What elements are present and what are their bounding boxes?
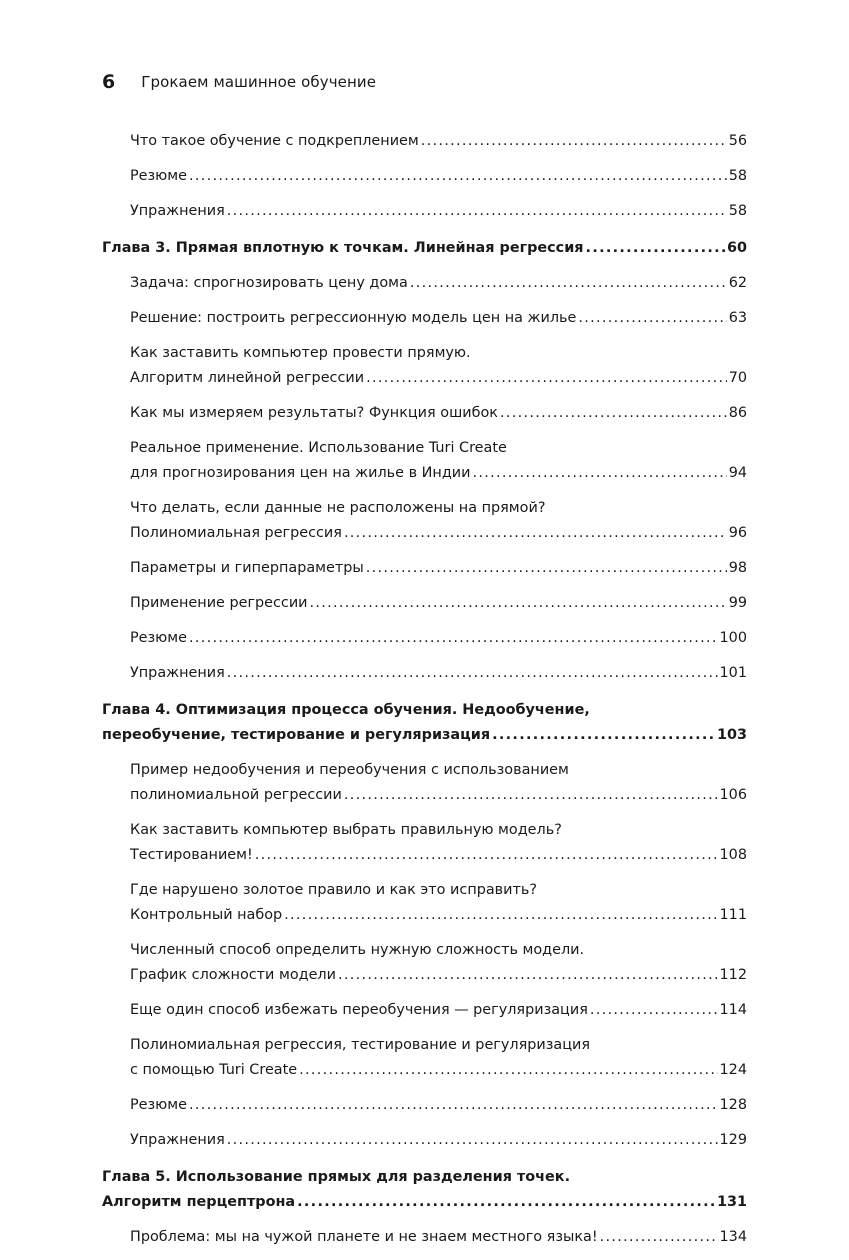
toc-page-number: 131 (716, 1194, 747, 1210)
toc-entry-title-line: Численный способ определить нужную сложность модели. (130, 942, 585, 958)
toc-section-entry[interactable] (130, 938, 747, 988)
toc-entry-title-line: с помощью Turi Create (130, 1062, 298, 1078)
toc-entry-title-line: Контрольный набор (130, 907, 283, 923)
toc-entry-row (130, 1225, 747, 1250)
toc-entry-row (102, 1190, 747, 1215)
toc-entry-row (130, 129, 747, 154)
toc-section-entry[interactable] (130, 1093, 747, 1118)
book-title: Грокаем машинное обучение (141, 73, 377, 91)
toc-entry-title-line: Резюме (130, 1097, 188, 1113)
toc-entry-title-line: Как заставить компьютер провести прямую. (130, 345, 471, 361)
dot-leader (366, 556, 727, 581)
toc-page-number: 56 (728, 133, 747, 149)
toc-entry-row (130, 843, 747, 868)
dot-leader (255, 843, 718, 868)
toc-section-entry[interactable] (130, 401, 747, 426)
dot-leader (227, 661, 718, 686)
toc-entry-row (130, 1093, 747, 1118)
toc-entry-title-line: Еще один способ избежать переобучения — регуляризация (130, 1002, 588, 1018)
toc-section-entry[interactable] (130, 556, 747, 581)
toc-entry-title-line: Полиномиальная регрессия, тестирование и регуляризация (130, 1037, 590, 1053)
dot-leader (586, 236, 725, 261)
dot-leader (366, 366, 727, 391)
toc-section-entry[interactable] (130, 341, 747, 391)
dot-leader (299, 1058, 717, 1083)
toc-section-entry[interactable] (130, 626, 747, 651)
toc-page-number: 129 (719, 1132, 747, 1148)
toc-entry-row (130, 783, 747, 808)
toc-entry-title-line: Глава 3. Прямая вплотную к точкам. Линейная регрессия (102, 240, 584, 256)
toc-page-number: 128 (719, 1097, 747, 1113)
toc-entry-title-line: Применение регрессии (130, 595, 308, 611)
toc-entry-title-line: График сложности модели (130, 967, 336, 983)
dot-leader (227, 1128, 718, 1153)
toc-chapter-entry[interactable] (102, 1165, 747, 1215)
toc-section-entry[interactable] (130, 496, 747, 546)
toc-entry-title-line: для прогнозирования цен на жилье в Индии (130, 465, 471, 481)
toc-page-number: 106 (719, 787, 747, 803)
toc-entry-title-line: Глава 5. Использование прямых для разделения точек. (102, 1169, 571, 1185)
table-of-contents (102, 129, 747, 1260)
toc-page-number: 108 (719, 847, 747, 863)
toc-entry-title-line: полиномиальной регрессии (130, 787, 342, 803)
dot-leader (189, 164, 727, 189)
toc-entry-title-line: Резюме (130, 630, 188, 646)
toc-entry-row (130, 963, 747, 988)
toc-page-number: 62 (728, 275, 747, 291)
toc-section-entry[interactable] (130, 271, 747, 296)
toc-section-entry[interactable] (130, 998, 747, 1023)
toc-section-entry[interactable] (130, 758, 747, 808)
dot-leader (410, 271, 727, 296)
toc-entry-title-line: Полиномиальная регрессия (130, 525, 342, 541)
toc-page-number: 58 (728, 168, 747, 184)
running-header (102, 70, 376, 94)
dot-leader (227, 199, 727, 224)
dot-leader (590, 998, 718, 1023)
toc-entry-row (130, 461, 747, 486)
toc-entry-title-line: Упражнения (130, 203, 225, 219)
dot-leader (344, 521, 727, 546)
toc-section-entry[interactable] (130, 1225, 747, 1250)
toc-page-number: 58 (728, 203, 747, 219)
toc-entry-row (130, 271, 747, 296)
toc-section-entry[interactable] (130, 199, 747, 224)
toc-page-number: 60 (726, 240, 747, 256)
toc-section-entry[interactable] (130, 878, 747, 928)
toc-entry-row (130, 521, 747, 546)
toc-page-number: 124 (719, 1062, 747, 1078)
toc-page-number: 101 (719, 665, 747, 681)
toc-section-entry[interactable] (130, 129, 747, 154)
dot-leader (338, 963, 718, 988)
toc-entry-row (130, 366, 747, 391)
toc-page-number: 134 (719, 1229, 747, 1245)
toc-entry-title-line: Алгоритм линейной регрессии (130, 370, 365, 386)
dot-leader (297, 1190, 715, 1215)
toc-entry-title-line: Как заставить компьютер выбрать правильную модель? (130, 822, 562, 838)
page-number: 6 (102, 71, 116, 93)
toc-section-entry[interactable] (130, 1128, 747, 1153)
toc-entry-title-line: Тестированием! (130, 847, 253, 863)
toc-page-number: 100 (719, 630, 747, 646)
toc-page-number: 98 (728, 560, 747, 576)
toc-entry-row (130, 626, 747, 651)
toc-entry-title-line: Упражнения (130, 1132, 225, 1148)
dot-leader (500, 401, 727, 426)
toc-entry-row (130, 661, 747, 686)
toc-page-number: 112 (719, 967, 747, 983)
dot-leader (421, 129, 727, 154)
toc-chapter-entry[interactable] (102, 698, 747, 748)
toc-entry-title-line: Параметры и гиперпараметры (130, 560, 364, 576)
toc-entry-title-line: Что делать, если данные не расположены на прямой? (130, 500, 546, 516)
toc-page-number: 96 (728, 525, 747, 541)
toc-entry-row (102, 723, 747, 748)
toc-section-entry[interactable] (130, 436, 747, 486)
toc-entry-row (102, 236, 747, 261)
toc-entry-title-line: Где нарушено золотое правило и как это исправить? (130, 882, 538, 898)
toc-entry-row (130, 1128, 747, 1153)
dot-leader (472, 461, 726, 486)
dot-leader (578, 306, 726, 331)
toc-entry-title-line: Резюме (130, 168, 188, 184)
toc-entry-row (130, 556, 747, 581)
toc-entry-title-line: Решение: построить регрессионную модель цен на жилье (130, 310, 577, 326)
toc-entry-title-line: Как мы измеряем результаты? Функция ошибок (130, 405, 498, 421)
dot-leader (492, 723, 715, 748)
toc-section-entry[interactable] (130, 164, 747, 189)
toc-entry-title-line: Алгоритм перцептрона (102, 1194, 296, 1210)
toc-page-number: 70 (728, 370, 747, 386)
toc-entry-title-line: Проблема: мы на чужой планете и не знаем местного языка! (130, 1229, 598, 1245)
toc-entry-title-line: переобучение, тестирование и регуляризация (102, 727, 491, 743)
toc-page-number: 94 (728, 465, 747, 481)
toc-entry-row (130, 903, 747, 928)
dot-leader (189, 626, 718, 651)
toc-section-entry[interactable] (130, 591, 747, 616)
toc-entry-title-line: Что такое обучение с подкреплением (130, 133, 419, 149)
toc-entry-row (130, 401, 747, 426)
toc-entry-row (130, 164, 747, 189)
dot-leader (189, 1093, 718, 1118)
toc-chapter-entry[interactable] (102, 236, 747, 261)
toc-section-entry[interactable] (130, 306, 747, 331)
toc-section-entry[interactable] (130, 661, 747, 686)
toc-page-number: 86 (728, 405, 747, 421)
toc-entry-title-line: Пример недообучения и переобучения с использованием (130, 762, 569, 778)
dot-leader (600, 1225, 718, 1250)
toc-section-entry[interactable] (130, 1033, 747, 1083)
toc-section-entry[interactable] (130, 818, 747, 868)
toc-entry-row (130, 591, 747, 616)
toc-page-number: 103 (716, 727, 747, 743)
toc-entry-row (130, 1058, 747, 1083)
dot-leader (344, 783, 718, 808)
toc-page-number: 99 (728, 595, 747, 611)
toc-entry-title-line: Задача: спрогнозировать цену дома (130, 275, 408, 291)
toc-entry-row (130, 998, 747, 1023)
toc-entry-row (130, 199, 747, 224)
dot-leader (310, 591, 727, 616)
toc-entry-row (130, 306, 747, 331)
toc-page-number: 63 (728, 310, 747, 326)
toc-entry-title-line: Глава 4. Оптимизация процесса обучения. Недообучение, (102, 702, 590, 718)
toc-page-number: 111 (719, 907, 747, 923)
toc-entry-title-line: Реальное применение. Использование Turi Create (130, 440, 507, 456)
toc-entry-title-line: Упражнения (130, 665, 225, 681)
toc-page-number: 114 (719, 1002, 747, 1018)
dot-leader (284, 903, 717, 928)
